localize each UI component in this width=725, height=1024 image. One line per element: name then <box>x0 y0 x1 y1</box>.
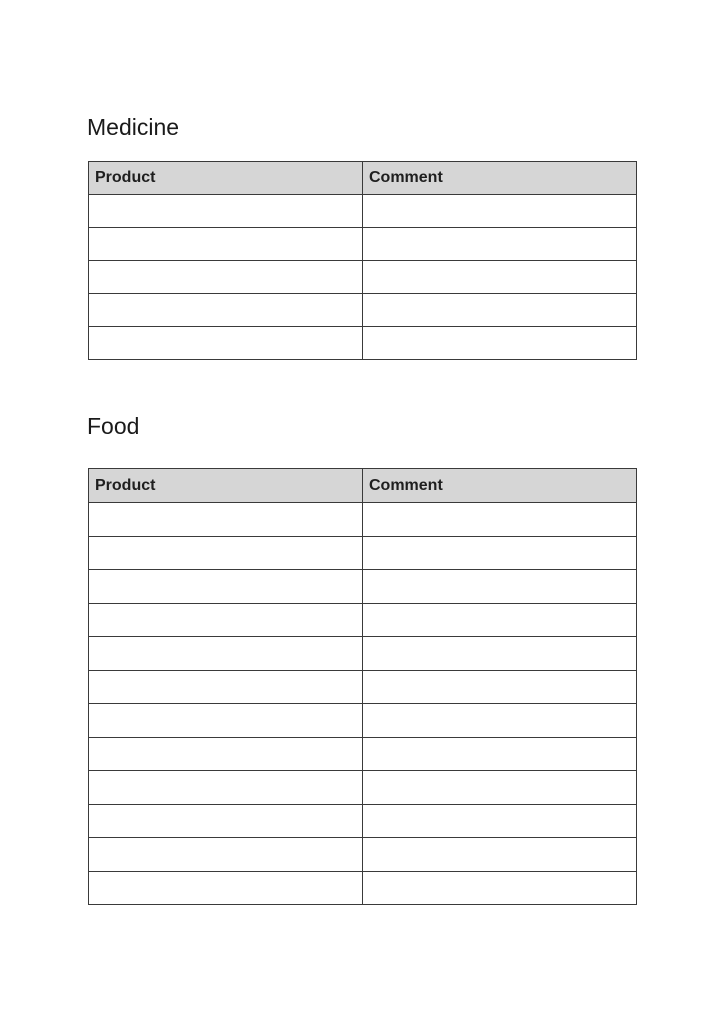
cell-comment <box>363 294 637 327</box>
cell-comment <box>363 670 637 704</box>
cell-comment <box>363 327 637 360</box>
column-header-comment: Comment <box>363 469 637 503</box>
cell-comment <box>363 228 637 261</box>
cell-product <box>89 294 363 327</box>
cell-comment <box>363 771 637 805</box>
cell-product <box>89 637 363 671</box>
table-row <box>89 771 637 805</box>
cell-product <box>89 195 363 228</box>
cell-comment <box>363 603 637 637</box>
cell-product <box>89 704 363 738</box>
table-row <box>89 603 637 637</box>
table-row <box>89 637 637 671</box>
cell-product <box>89 570 363 604</box>
table-row <box>89 670 637 704</box>
cell-product <box>89 804 363 838</box>
column-header-product: Product <box>89 469 363 503</box>
cell-product <box>89 737 363 771</box>
cell-product <box>89 228 363 261</box>
cell-comment <box>363 804 637 838</box>
cell-product <box>89 503 363 537</box>
cell-comment <box>363 536 637 570</box>
table-row <box>89 228 637 261</box>
cell-product <box>89 327 363 360</box>
table-row <box>89 294 637 327</box>
cell-comment <box>363 871 637 905</box>
cell-comment <box>363 261 637 294</box>
cell-product <box>89 838 363 872</box>
cell-comment <box>363 503 637 537</box>
table-row <box>89 570 637 604</box>
table-row <box>89 261 637 294</box>
table-row <box>89 804 637 838</box>
cell-comment <box>363 637 637 671</box>
cell-comment <box>363 704 637 738</box>
section-title-medicine: Medicine <box>87 114 180 140</box>
column-header-comment: Comment <box>363 162 637 195</box>
cell-comment <box>363 570 637 604</box>
table-row <box>89 503 637 537</box>
table-header-row <box>89 162 637 195</box>
table-row <box>89 195 637 228</box>
food-table <box>88 468 637 905</box>
table-row <box>89 536 637 570</box>
table-row <box>89 704 637 738</box>
column-header-product: Product <box>89 162 363 195</box>
cell-product <box>89 871 363 905</box>
table-row <box>89 871 637 905</box>
cell-product <box>89 670 363 704</box>
table-row <box>89 737 637 771</box>
cell-product <box>89 536 363 570</box>
cell-comment <box>363 838 637 872</box>
medicine-table <box>88 161 637 360</box>
table-row <box>89 327 637 360</box>
cell-product <box>89 603 363 637</box>
cell-product <box>89 771 363 805</box>
cell-product <box>89 261 363 294</box>
table-header-row <box>89 469 637 503</box>
cell-comment <box>363 195 637 228</box>
section-title-food: Food <box>87 413 140 439</box>
cell-comment <box>363 737 637 771</box>
table-row <box>89 838 637 872</box>
